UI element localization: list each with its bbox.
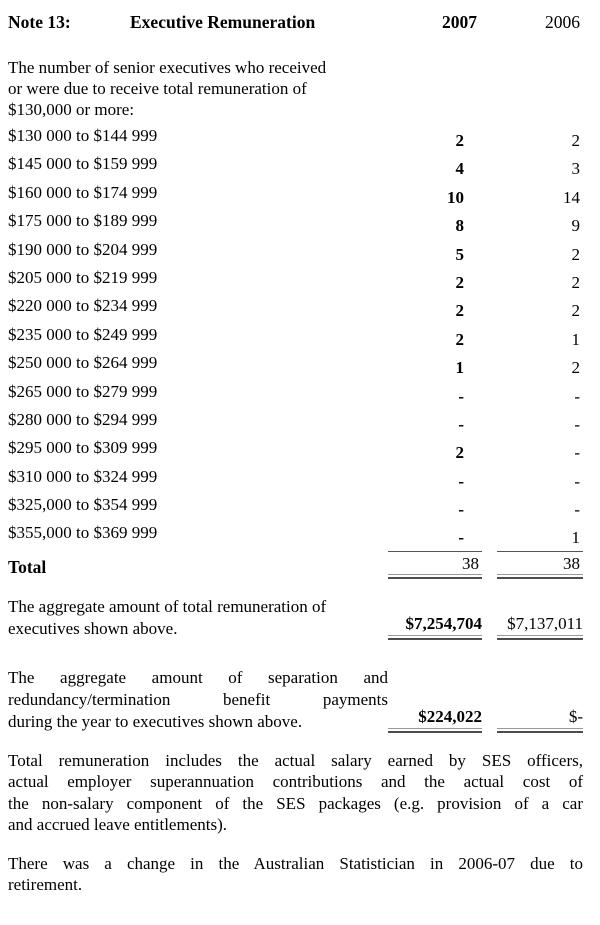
table-row bbox=[8, 324, 583, 352]
note-header-left bbox=[8, 12, 388, 36]
band-count-2007: - bbox=[458, 500, 464, 520]
note-number: Note 13: bbox=[8, 12, 71, 32]
text-line: $130,000 or more: bbox=[8, 100, 135, 119]
page-title: Executive Remuneration bbox=[130, 12, 316, 32]
band-count-2007: 4 bbox=[455, 159, 464, 179]
band-count-2006: 2 bbox=[571, 244, 580, 264]
band-range-label: $265 000 to $279 999 bbox=[8, 381, 158, 401]
total-cell-2007 bbox=[388, 551, 482, 579]
separation-payments-row bbox=[8, 667, 583, 733]
total-count-2006: 38 bbox=[563, 553, 580, 573]
band-count-2007: 2 bbox=[455, 272, 464, 292]
band-range-label: $160 000 to $174 999 bbox=[8, 182, 158, 202]
band-count-2006: 2 bbox=[571, 131, 580, 150]
aggregate-amount-2007-cell bbox=[388, 614, 482, 640]
double-rule bbox=[388, 574, 482, 579]
band-count-2007: 2 bbox=[455, 301, 464, 321]
text-line: retirement. bbox=[8, 875, 83, 895]
table-row bbox=[8, 522, 583, 550]
text-line: actual employer superannuation contributions and the actual cost of bbox=[8, 772, 583, 792]
table-row bbox=[8, 295, 583, 323]
double-rule bbox=[497, 635, 583, 640]
column-gap bbox=[482, 522, 497, 550]
total-count-2007: 38 bbox=[462, 553, 479, 573]
column-gap bbox=[482, 466, 497, 494]
table-row bbox=[8, 239, 583, 267]
band-count-2006: - bbox=[574, 500, 580, 520]
band-count-2006: 2 bbox=[571, 272, 580, 292]
column-gap bbox=[482, 352, 497, 380]
table-row bbox=[8, 125, 583, 153]
column-gap bbox=[482, 551, 497, 579]
total-cell-2006 bbox=[497, 551, 583, 579]
text-line: Total remuneration includes the actual salary earned by SES officers, bbox=[8, 750, 583, 770]
column-header-2007: 2007 bbox=[442, 12, 477, 32]
column-gap bbox=[482, 381, 497, 409]
band-count-2007: 2 bbox=[455, 131, 464, 150]
column-gap bbox=[482, 182, 497, 210]
separation-amount-2006: $- bbox=[568, 706, 583, 726]
table-row bbox=[8, 409, 583, 437]
table-row bbox=[8, 381, 583, 409]
text-line: and accrued leave entitlements). bbox=[8, 815, 227, 835]
band-count-2006: - bbox=[574, 386, 580, 406]
column-gap bbox=[482, 239, 497, 267]
column-gap bbox=[482, 437, 497, 465]
band-range-label: $295 000 to $309 999 bbox=[8, 438, 158, 458]
separation-amount-2007-cell bbox=[388, 707, 482, 733]
band-range-label: $280 000 to $294 999 bbox=[8, 409, 158, 429]
column-gap bbox=[482, 295, 497, 323]
band-range-label: $310 000 to $324 999 bbox=[8, 466, 158, 486]
table-row bbox=[8, 153, 583, 181]
band-range-label: $130 000 to $144 999 bbox=[8, 126, 158, 145]
table-row bbox=[8, 352, 583, 380]
aggregate-amount-2006: $7,137,011 bbox=[507, 613, 583, 633]
band-count-2006: - bbox=[574, 414, 580, 434]
band-count-2006: 3 bbox=[571, 159, 580, 179]
column-gap bbox=[482, 494, 497, 522]
double-rule bbox=[497, 728, 583, 733]
text-line: during the year to executives shown above. bbox=[8, 711, 303, 731]
remuneration-band-table bbox=[8, 125, 583, 551]
total-row bbox=[8, 551, 583, 579]
separation-payments-paragraph bbox=[8, 667, 388, 733]
band-count-2007: 8 bbox=[455, 216, 464, 236]
band-count-2006: - bbox=[574, 471, 580, 491]
band-count-2007: - bbox=[458, 386, 464, 406]
total-label: Total bbox=[8, 556, 47, 577]
double-rule bbox=[497, 574, 583, 579]
text-line: redundancy/termination benefit payments bbox=[8, 689, 388, 709]
band-count-2007: - bbox=[458, 528, 464, 548]
column-gap bbox=[482, 324, 497, 352]
separation-amount-2007: $224,022 bbox=[418, 706, 482, 726]
band-range-label: $205 000 to $219 999 bbox=[8, 267, 158, 287]
column-gap bbox=[482, 12, 497, 36]
band-range-label: $175 000 to $189 999 bbox=[8, 211, 158, 231]
band-count-2006: 1 bbox=[571, 329, 580, 349]
aggregate-remuneration-row bbox=[8, 596, 583, 640]
table-row bbox=[8, 466, 583, 494]
separation-amount-2006-cell bbox=[497, 707, 583, 733]
band-range-label: $145 000 to $159 999 bbox=[8, 154, 158, 174]
double-rule bbox=[388, 635, 482, 640]
band-count-2006: 1 bbox=[571, 528, 580, 548]
aggregate-amount-2007: $7,254,704 bbox=[405, 613, 482, 633]
column-header-2006: 2006 bbox=[545, 12, 580, 32]
band-count-2007: 2 bbox=[455, 329, 464, 349]
band-count-2006: - bbox=[574, 443, 580, 463]
footnote-total-remuneration bbox=[8, 750, 583, 836]
table-row bbox=[8, 182, 583, 210]
text-line: the non-salary component of the SES packages (e.g. provision of a car bbox=[8, 793, 583, 813]
aggregate-amount-2006-cell bbox=[497, 614, 583, 640]
band-range-label: $235 000 to $249 999 bbox=[8, 324, 158, 344]
text-line: There was a change in the Australian Statistician in 2006-07 due to bbox=[8, 853, 583, 873]
band-count-2007: 2 bbox=[455, 443, 464, 463]
column-gap bbox=[482, 267, 497, 295]
table-row bbox=[8, 267, 583, 295]
table-row bbox=[8, 437, 583, 465]
note-header bbox=[8, 12, 583, 36]
band-range-label: $190 000 to $204 999 bbox=[8, 239, 158, 259]
band-range-label: $355,000 to $369 999 bbox=[8, 523, 158, 543]
column-gap bbox=[482, 409, 497, 437]
band-count-2006: 14 bbox=[563, 187, 580, 207]
text-line: or were due to receive total remuneration of bbox=[8, 79, 307, 98]
column-gap bbox=[482, 153, 497, 181]
text-line: The aggregate amount of separation and bbox=[8, 667, 388, 687]
column-gap bbox=[482, 667, 497, 733]
band-count-2007: 10 bbox=[447, 187, 464, 207]
band-count-2007: 1 bbox=[455, 358, 464, 378]
column-gap bbox=[482, 125, 497, 153]
text-line: executives shown above. bbox=[8, 618, 178, 638]
footnote-statistician-change bbox=[8, 853, 583, 896]
band-range-label: $250 000 to $264 999 bbox=[8, 353, 158, 373]
band-count-2006: 9 bbox=[571, 216, 580, 236]
band-count-2007: 5 bbox=[455, 244, 464, 264]
text-line: The aggregate amount of total remuneration of bbox=[8, 596, 327, 616]
text-line: The number of senior executives who received bbox=[8, 58, 327, 77]
column-gap bbox=[482, 210, 497, 238]
table-row bbox=[8, 494, 583, 522]
band-range-label: $325,000 to $354 999 bbox=[8, 495, 158, 515]
band-range-label: $220 000 to $234 999 bbox=[8, 296, 158, 316]
aggregate-remuneration-paragraph bbox=[8, 596, 388, 640]
intro-paragraph bbox=[8, 57, 398, 120]
band-count-2007: - bbox=[458, 471, 464, 491]
table-row bbox=[8, 210, 583, 238]
double-rule bbox=[388, 728, 482, 733]
column-gap bbox=[482, 596, 497, 640]
band-count-2006: 2 bbox=[571, 358, 580, 378]
band-count-2007: - bbox=[458, 414, 464, 434]
band-count-2006: 2 bbox=[571, 301, 580, 321]
